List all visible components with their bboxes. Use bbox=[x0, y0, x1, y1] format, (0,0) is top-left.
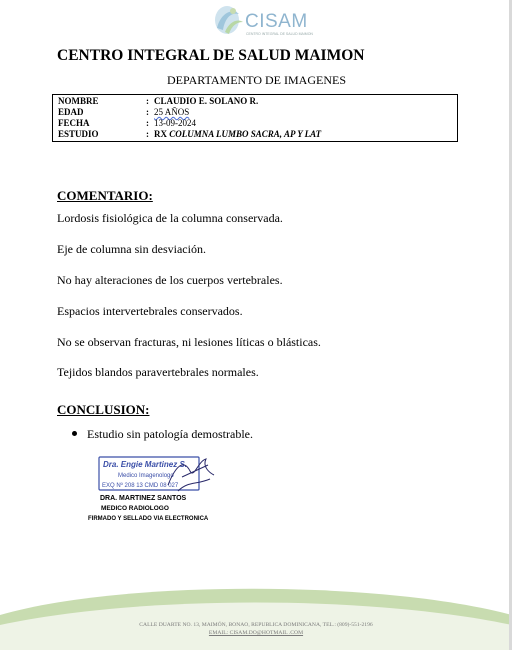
info-colon: : bbox=[146, 96, 149, 106]
logo-subtext: CENTRO INTEGRAL DE SALUD MAIMON bbox=[246, 32, 313, 36]
comment-line: Tejidos blandos paravertebrales normales. bbox=[57, 365, 259, 379]
conclusion-item: Estudio sin patología demostrable. bbox=[87, 427, 253, 441]
study-type-value bbox=[154, 129, 321, 139]
info-colon: : bbox=[146, 107, 149, 117]
patient-name-value: CLAUDIO E. SOLANO R. bbox=[154, 96, 259, 106]
study-name: COLUMNA LUMBO SACRA, AP Y LAT bbox=[169, 129, 322, 139]
comment-line: Espacios intervertebrales conservados. bbox=[57, 304, 243, 318]
comment-line: No se observan fracturas, ni lesiones líticas o blásticas. bbox=[57, 335, 321, 349]
bullet-icon bbox=[72, 431, 77, 436]
info-colon: : bbox=[146, 118, 149, 128]
footer-address: CALLE DUARTE NO. 13, MAIMÓN, BONAO, REPUBLICA DOMINICANA, TEL.: (809)-551-2196 bbox=[139, 622, 373, 628]
comment-line: Eje de columna sin desviación. bbox=[57, 242, 206, 256]
patient-info-box bbox=[52, 94, 458, 142]
signature-note: FIRMADO Y SELLADO VIA ELECTRONICA bbox=[88, 516, 209, 522]
svg-text:Dra. Engie Martinez S.: Dra. Engie Martinez S. bbox=[103, 460, 188, 469]
comment-line: Lordosis fisiológica de la columna conservada. bbox=[57, 211, 283, 225]
info-label: FECHA bbox=[58, 118, 90, 128]
conclusion-heading: CONCLUSION: bbox=[57, 402, 150, 417]
logo-wordmark: CISAM bbox=[245, 11, 308, 32]
department-title: DEPARTAMENTO DE IMAGENES bbox=[167, 73, 346, 87]
info-colon: : bbox=[146, 129, 149, 139]
info-label: NOMBRE bbox=[58, 96, 99, 106]
signer-name: DRA. MARTINEZ SANTOS bbox=[100, 495, 187, 502]
info-label: EDAD bbox=[58, 107, 84, 117]
comment-line: No hay alteraciones de los cuerpos vertebrales. bbox=[57, 273, 283, 287]
study-date-value: 13-09-2024 bbox=[154, 118, 196, 128]
svg-text:Medico Imagenologo: Medico Imagenologo bbox=[118, 473, 174, 479]
signer-title: MEDICO RADIOLOGO bbox=[101, 505, 169, 512]
signature-stamp-icon bbox=[98, 455, 216, 495]
svg-text:EXQ Nº 208 13 CMD 08 027: EXQ Nº 208 13 CMD 08 027 bbox=[102, 483, 179, 489]
comment-heading: COMENTARIO: bbox=[57, 188, 153, 203]
footer-email: EMAIL: CISAM.DO@HOTMAIL .COM bbox=[208, 630, 304, 636]
patient-age-value: 25 AÑOS bbox=[154, 107, 190, 117]
study-prefix: RX bbox=[154, 129, 170, 139]
info-label: ESTUDIO bbox=[58, 129, 99, 139]
footer-wave bbox=[0, 585, 512, 650]
center-title: CENTRO INTEGRAL DE SALUD MAIMON bbox=[57, 47, 365, 64]
